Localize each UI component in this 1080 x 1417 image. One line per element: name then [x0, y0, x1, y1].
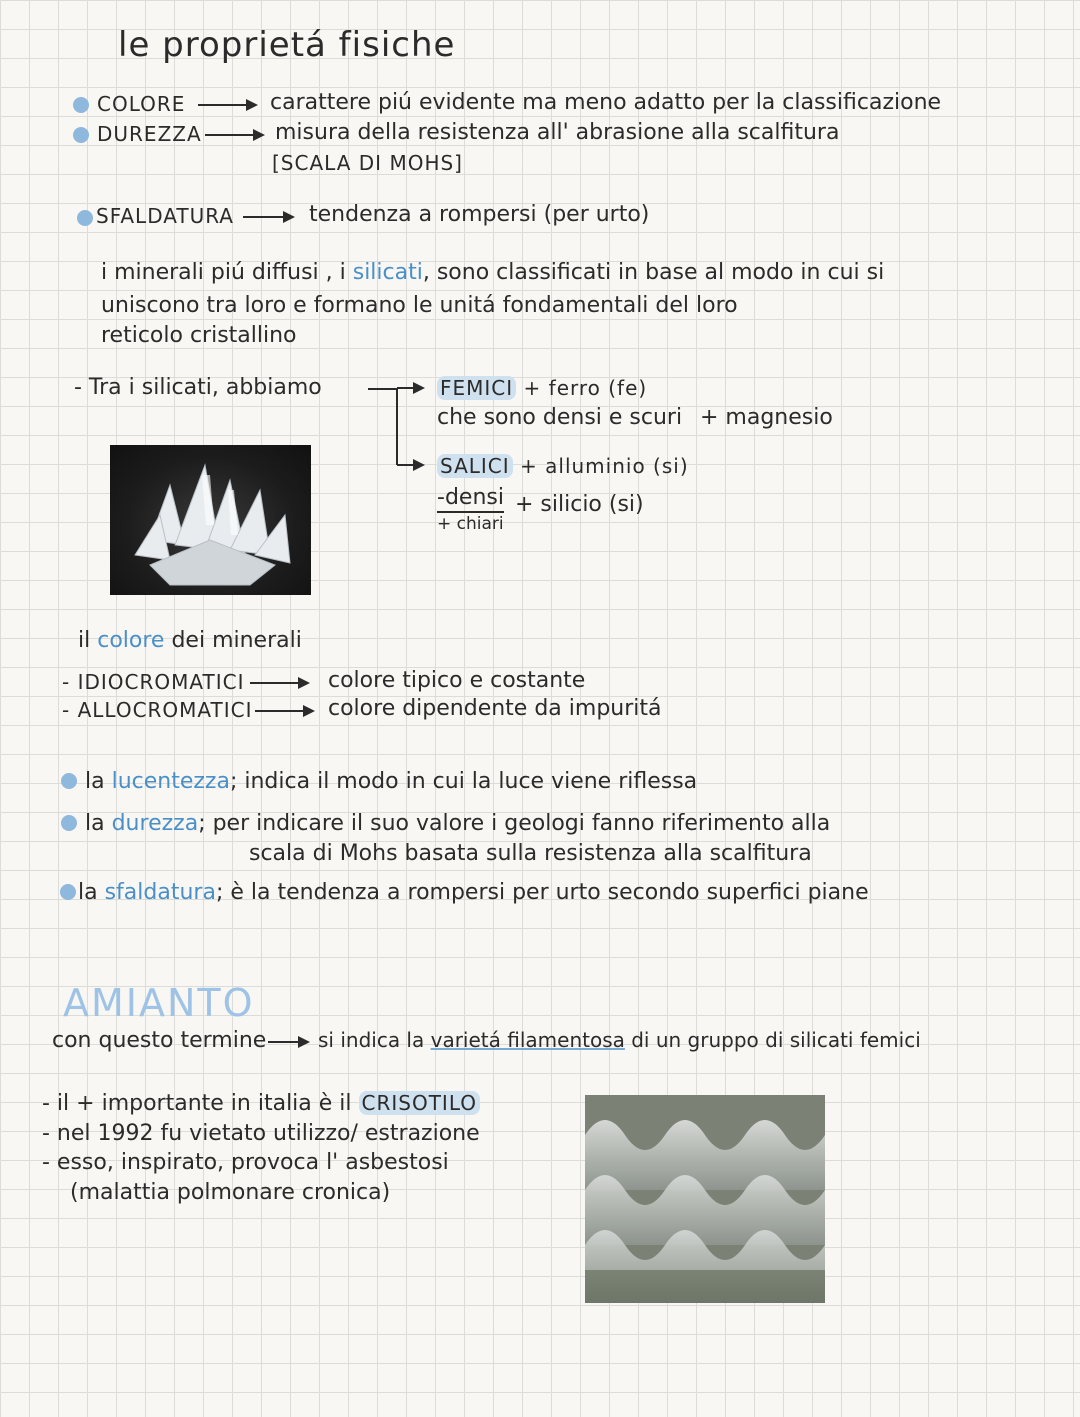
quartz-crystal-icon [110, 445, 311, 595]
arrow-icon [397, 459, 425, 471]
arrow-icon [205, 129, 265, 141]
amianto-title: AMIANTO [63, 981, 255, 1025]
femici-plus: + ferro (fe) [523, 376, 648, 400]
bullet-dot [73, 97, 89, 113]
femici-highlight: FEMICI [437, 376, 516, 400]
salici-label [437, 456, 689, 476]
color-item-allocromatici: - ALLOCROMATICI [62, 698, 253, 722]
arrow-icon [243, 211, 295, 223]
tree-line [368, 388, 398, 390]
amianto-definition [52, 1030, 266, 1052]
silicates-line-1 [101, 262, 884, 284]
text: con questo termine [52, 1028, 267, 1053]
arrow-icon [198, 99, 258, 111]
amianto-bullet-2: - nel 1992 fu vietato utilizzo/ estrazione [42, 1121, 480, 1146]
bullet-dot [60, 884, 76, 900]
text: la [85, 769, 105, 794]
text: di un gruppo di silicati femici [631, 1028, 921, 1052]
salici-highlight: SALICI [437, 454, 513, 478]
property-desc-sfaldatura: tendenza a rompersi (per urto) [309, 202, 650, 227]
text: la [85, 811, 105, 836]
color-desc-idiocromatici: colore tipico e costante [328, 668, 586, 693]
color-heading [78, 630, 302, 652]
arrow-icon [250, 677, 310, 689]
asbestos-roof-photo [585, 1095, 825, 1303]
text: , sono classificati in base al modo in cui si [422, 260, 885, 285]
property-name-durezza: DUREZZA [97, 122, 202, 146]
arrow-icon [397, 382, 425, 394]
mohs-note: [SCALA DI MOHS] [272, 151, 463, 175]
bullet-dot [61, 815, 77, 831]
text: - il + importante in italia è il [42, 1091, 352, 1116]
tree-bracket [396, 388, 398, 465]
definition-sfaldatura [78, 882, 869, 904]
page-title: le proprietá fisiche [118, 25, 456, 65]
property-desc-durezza: misura della resistenza all' abrasione alla scalfitura [275, 120, 840, 145]
femici-desc: che sono densi e scuri [437, 405, 683, 430]
crisotilo-highlight: CRISOTILO [359, 1091, 480, 1115]
bullet-dot [73, 127, 89, 143]
arrow-icon [268, 1036, 310, 1048]
salici-plus-1: + alluminio (si) [520, 454, 689, 478]
color-item-idiocromatici: - IDIOCROMATICI [62, 670, 245, 694]
text: i minerali piú diffusi , i [101, 260, 346, 285]
text: ; è la tendenza a rompersi per urto secondo superfici piane [215, 880, 869, 905]
silicati-term: silicati [352, 260, 423, 285]
text: la [78, 880, 98, 905]
quartz-crystal-photo [110, 445, 311, 595]
bullet-dot [77, 210, 93, 226]
salici-note-1: -densi [437, 487, 504, 513]
color-desc-allocromatici: colore dipendente da impuritá [328, 696, 662, 721]
durezza-term: durezza [111, 811, 199, 836]
colore-term: colore [97, 628, 165, 653]
text: il [78, 628, 91, 653]
arrow-icon [255, 705, 315, 717]
amianto-bullet-3: - esso, inspirato, provoca l' asbestosi [42, 1150, 449, 1175]
text: dei minerali [171, 628, 302, 653]
filamentosa-term: varietá filamentosa [430, 1028, 625, 1052]
definition-lucentezza [85, 771, 697, 793]
amianto-bullet-1 [42, 1093, 480, 1115]
classification-lead: - Tra i silicati, abbiamo [74, 375, 322, 400]
definition-durezza-cont: scala di Mohs basata sulla resistenza alla scalfitura [249, 841, 812, 866]
lucentezza-term: lucentezza [111, 769, 230, 794]
femici-label [437, 378, 647, 398]
silicates-line-2: uniscono tra loro e formano le unitá fondamentali del loro [101, 293, 738, 318]
amianto-bullet-4: (malattia polmonare cronica) [70, 1180, 391, 1205]
bullet-dot [61, 773, 77, 789]
amianto-definition-rest [318, 1030, 921, 1050]
sfaldatura-term: sfaldatura [104, 880, 216, 905]
definition-durezza [85, 813, 830, 835]
property-desc-colore: carattere piú evidente ma meno adatto per la classificazione [270, 90, 942, 115]
property-name-colore: COLORE [97, 92, 186, 116]
corrugated-roof-icon [585, 1095, 825, 1303]
text: si indica la [318, 1028, 425, 1052]
salici-plus-2: + silicio (si) [515, 492, 644, 517]
text: ; per indicare il suo valore i geologi fanno riferimento alla [198, 811, 831, 836]
property-name-sfaldatura: SFALDATURA [96, 204, 234, 228]
text: ; indica il modo in cui la luce viene riflessa [229, 769, 698, 794]
silicates-line-3: reticolo cristallino [101, 323, 297, 348]
femici-extra: + magnesio [700, 405, 833, 430]
salici-note-2: + chiari [437, 514, 504, 534]
